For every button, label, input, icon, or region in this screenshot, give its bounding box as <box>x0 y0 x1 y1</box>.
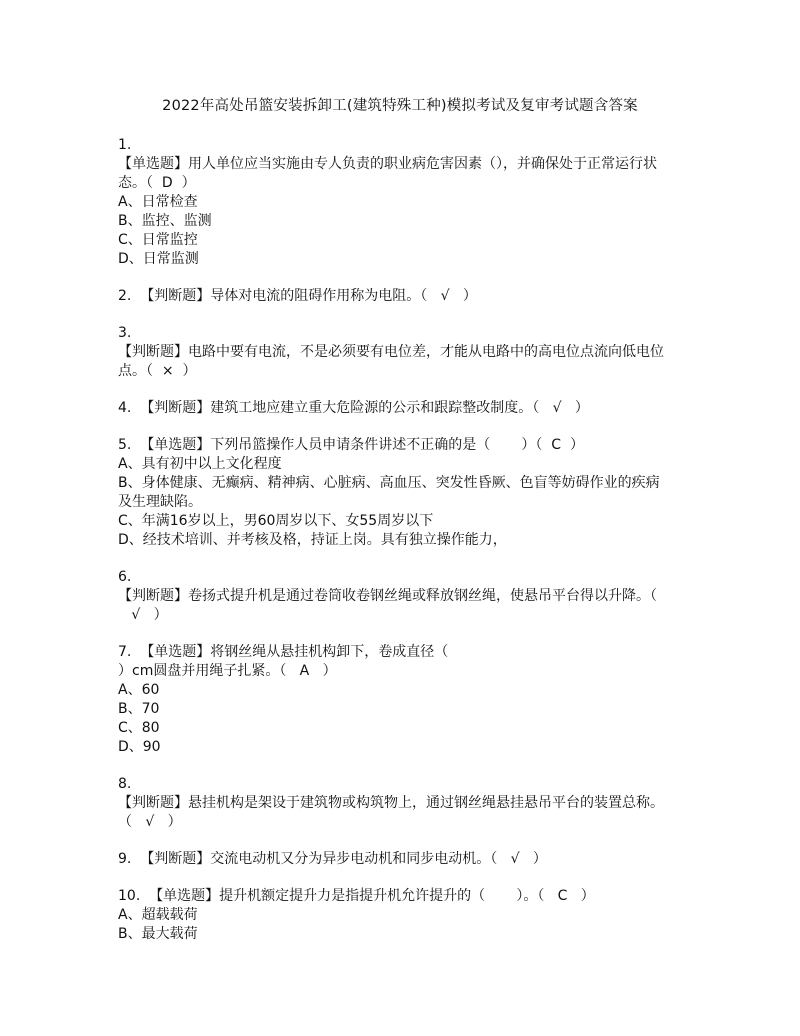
q6-number: 6. <box>118 569 132 585</box>
q7-option-d: D、90 <box>118 739 161 755</box>
q9-text: 9. 【判断题】交流电动机又分为异步电动机和同步电动机。（ √ ） <box>118 851 547 867</box>
q6-stem-line1: 【判断题】卷扬式提升机是通过卷筒收卷钢丝绳或释放钢丝绳，使悬吊平台得以升降。（ <box>118 588 657 604</box>
q1-option-d: D、日常监测 <box>118 251 199 267</box>
q1-stem-line1: 【单选题】用人单位应当实施由专人负责的职业病危害因素（），并确保处于正常运行状 <box>118 156 657 172</box>
q3-stem-line2: 点。（ × ） <box>118 363 197 379</box>
q3-number: 3. <box>118 325 132 341</box>
q7-stem-line1: 7. 【单选题】将钢丝绳从悬挂机构卸下，卷成直径（ <box>118 644 449 660</box>
q5-stem: 5. 【单选题】下列吊篮操作人员申请条件讲述不正确的是（ ）（ C ） <box>118 437 584 453</box>
q7-option-b: B、70 <box>118 701 160 717</box>
q8-stem-line2: （ √ ） <box>118 814 182 830</box>
q4-text: 4. 【判断题】建筑工地应建立重大危险源的公示和跟踪整改制度。（ √ ） <box>118 400 589 416</box>
q6-stem-line2: √ ） <box>118 607 168 623</box>
q5-option-a: A、具有初中以上文化程度 <box>118 456 282 472</box>
q10-option-b: B、最大载荷 <box>118 926 198 942</box>
q5-option-b: B、身体健康、无癫病、精神病、心脏病、高血压、突发性昏厥、色盲等妨碍作业的疾病 <box>118 475 660 491</box>
q7-option-c: C、80 <box>118 720 160 736</box>
document-title: 2022年高处吊篮安装拆卸工(建筑特殊工种)模拟考试及复审考试题含答案 <box>162 98 638 114</box>
q7-stem-line2: ）cm圆盘并用绳子扎紧。（ A ） <box>118 663 337 679</box>
q5-option-d: D、经技术培训、并考核及格，持证上岗。具有独立操作能力， <box>118 532 507 548</box>
q1-stem-line2: 态。（ D ） <box>118 175 196 191</box>
q8-number: 8. <box>118 776 132 792</box>
q1-number: 1. <box>118 137 132 153</box>
q8-stem-line1: 【判断题】悬挂机构是架设于建筑物或构筑物上，通过钢丝绳悬挂悬吊平台的装置总称。 <box>118 795 664 811</box>
q3-stem-line1: 【判断题】电路中要有电流，不是必须要有电位差，才能从电路中的高电位点流向低电位 <box>118 344 664 360</box>
q10-stem: 10. 【单选题】提升机额定提升力是指提升机允许提升的（ ）。（ C ） <box>118 888 595 904</box>
q7-option-a: A、60 <box>118 682 160 698</box>
q5-option-c: C、年满16岁以上，男60周岁以下、女55周岁以下 <box>118 513 434 529</box>
q5-option-b-cont: 及生理缺陷。 <box>118 494 202 510</box>
q1-option-c: C、日常监控 <box>118 232 198 248</box>
q10-option-a: A、超载载荷 <box>118 907 198 923</box>
q1-option-a: A、日常检查 <box>118 194 198 210</box>
q1-option-b: B、监控、监测 <box>118 213 212 229</box>
q2-text: 2. 【判断题】导体对电流的阻碍作用称为电阻。（ √ ） <box>118 288 477 304</box>
